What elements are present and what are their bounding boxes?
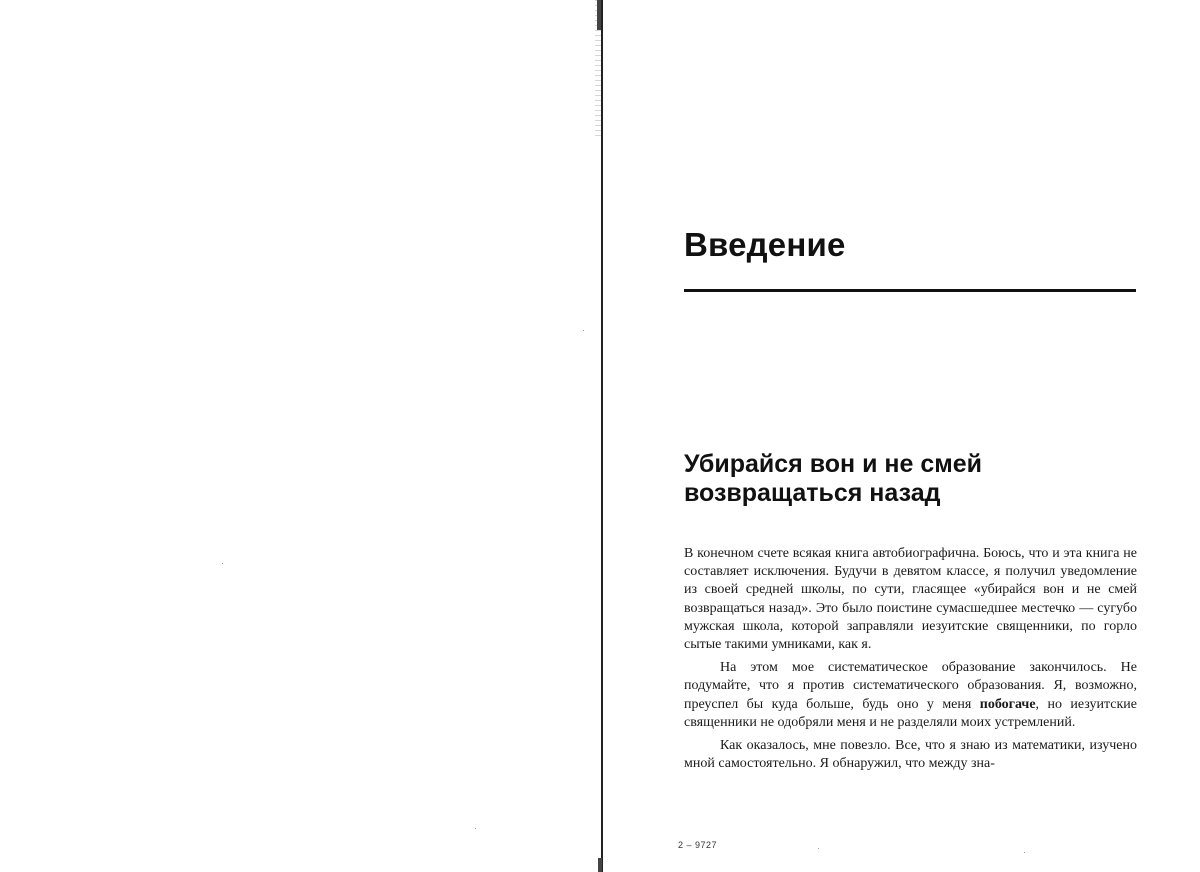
page-speck — [583, 330, 584, 331]
paragraph-3: Как оказалось, мне повезло. Все, что я знаю из математики, изучено мной самостоятельно. Я обнаружил, что между зна- — [684, 738, 1137, 772]
left-page-blank — [0, 0, 598, 872]
paragraph-2 — [684, 659, 1137, 732]
chapter-title: Введение — [684, 226, 846, 263]
printer-signature: 2 – 9727 — [678, 840, 718, 850]
chapter-rule — [684, 289, 1136, 292]
gutter-fold-line — [601, 0, 603, 872]
page-speck — [818, 848, 819, 849]
page-speck — [222, 563, 223, 564]
section-title-line1: Убирайся вон и не смей — [684, 450, 983, 478]
paragraph-2-text-end: , но иезуитские священники не одобряли меня и не разделяли моих устремлений. — [684, 696, 1137, 730]
paragraph-2-bold: побогаче — [979, 696, 1036, 712]
page-speck — [1024, 852, 1025, 853]
paragraph-1: В конечном счете всякая книга автобиографична. Боюсь, что и эта книга не составляет исключения. Будучи в девятом классе, я получил уведомление из своей средней школы, по сути, гласящее «убирайся вон и не смей возвращаться назад». Это было поистине сумасшедшее местечко — сугубо мужская школа, которой заправляли иезуитские священники, по горло сытые такими умниками, как я. — [684, 546, 1137, 653]
section-title — [684, 450, 1144, 508]
page-speck — [475, 828, 476, 829]
gutter-shadow-bottom — [598, 858, 602, 872]
section-title-line2: возвращаться назад — [684, 479, 941, 507]
right-page — [606, 0, 1200, 872]
body-text — [684, 545, 1137, 778]
paragraph-2-text: На этом мое систематическое образование закончилось. Не подумайте, что я против систематического образования. Я, возможно, преуспел бы куда больше, будь оно у меня — [684, 660, 1137, 712]
